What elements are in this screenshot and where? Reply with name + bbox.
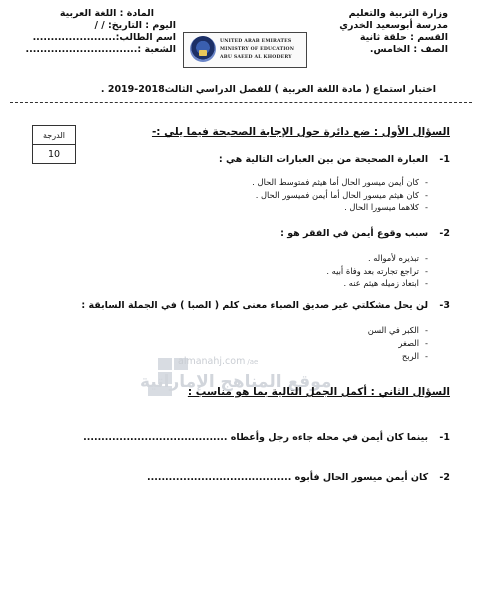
school-info [298,8,448,56]
option[interactable]: - كلاهما ميسورا الحال . [252,201,428,214]
option[interactable]: - تبذيره لأمواله . [326,252,428,265]
section2-title: السؤال الثاني : أكمل الجمل التالية بما هو مناسب : [187,386,450,398]
question-number: 3- [439,300,450,311]
department-line: القسم : حلقة ثانية [359,32,448,43]
watermark-site: almanahj.com /ae [178,356,259,367]
student-info [25,8,176,56]
question-text: العبارة الصحيحة من بين العبارات التالية هي : [218,154,429,165]
logo-line-1: UNITED ARAB EMIRATES [220,39,292,44]
watermark-arabic: موقع المناهج الإماراتية [140,372,332,392]
question-2-options [326,252,428,290]
option[interactable]: - ابتعاد زميله هيثم عنه . [326,277,428,290]
grade-label: الدرجة [33,126,76,145]
date-line: اليوم : التاريخ: / / [94,20,176,31]
question-3 [81,300,450,311]
question-text[interactable]: كان أيمن ميسور الحال فأبوه ........................................ [147,472,429,483]
question-3-options [368,324,428,363]
subject-line: المادة : اللغة العربية [59,8,154,19]
option[interactable]: - الربح [368,350,428,363]
option[interactable]: - كان هيثم ميسور الحال أما أيمن فميسور الحال . [252,189,428,202]
option[interactable]: - الصغر [368,337,428,350]
section1-title: السؤال الأول : ضع دائرة حول الإجابة الصحيحة فيما يلي :- [151,126,450,138]
fill-question-2 [147,472,450,483]
option[interactable]: - تراجع تجارته بعد وفاة أبيه . [326,265,428,278]
question-number: 1- [439,432,450,443]
question-1-options [252,176,428,214]
question-2 [280,228,450,239]
grade-box [32,125,76,164]
ministry-logo [183,32,307,68]
question-number: 2- [439,472,450,483]
question-text: لن يحل مشكلتي غير صديق الصباء معنى كلم ( الصبا ) في الجملة السابقة : [81,300,429,311]
grade-value: 10 [33,145,76,164]
fill-question-1 [83,432,450,443]
emblem-icon [190,36,216,62]
logo-line-2: MINISTRY OF EDUCATION [220,47,295,52]
question-number: 1- [439,154,450,165]
question-text[interactable]: بينما كان أيمن في محله جاءه رجل وأعطاه ........................................ [83,432,429,443]
header-divider [10,102,472,103]
school-name: مدرسة أبوسعيد الخدري [339,20,448,31]
question-number: 2- [439,228,450,239]
grade-line: الصف : الخامس. [369,44,448,55]
class-section-line: الشعبة :............................... [25,44,176,55]
option[interactable]: - كان أيمن ميسور الحال أما هيثم فمتوسط الحال . [252,176,428,189]
exam-title: اختبار استماع ( مادة اللغة العربية ) للفصل الدراسي الثالث2018-2019 . [100,84,436,95]
option[interactable]: - الكبر في السن [368,324,428,337]
ministry-name: وزارة التربية والتعليم [348,8,448,19]
student-name-line: اسم الطالب:....................... [32,32,176,43]
logo-line-3: ABU SAEED AL KHODERY [220,55,292,60]
question-text: سبب وقوع أيمن في الفقر هو : [280,228,429,239]
question-1 [219,154,450,165]
